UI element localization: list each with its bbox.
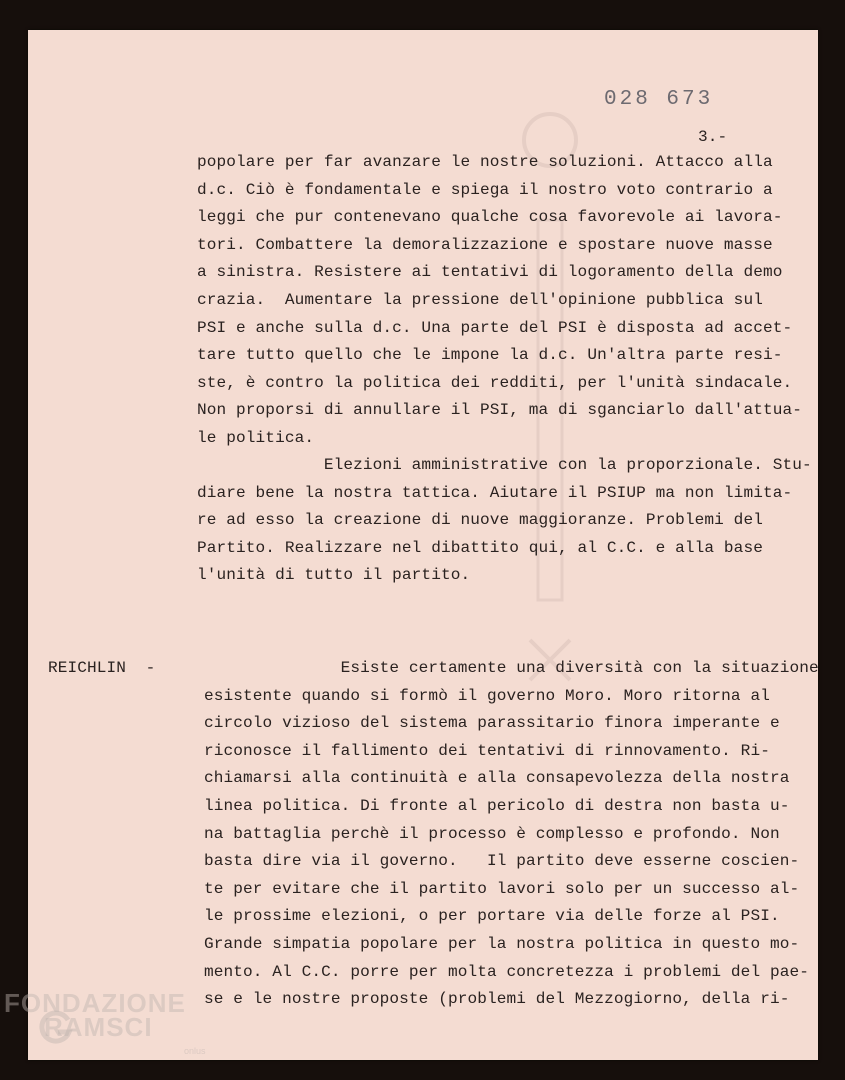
paragraph-continuation: popolare per far avanzare le nostre soluzioni. Attacco alla d.c. Ciò è fondamentale e spiega il nostro voto contrario a leggi che pur contenevano qualche cosa favorevole ai lavora- tori. Combattere la demoralizzazione e spostare nuove masse a sinistra. Resistere ai tentativi di logoramento della demo crazia. Aumentare la pressione dell'opinione pubblica sul PSI e anche sulla d.c. Una parte del PSI è disposta ad accet- tare tutto quello che le impone la d.c. Un'altra parte resi- ste, è contro la politica dei redditi, per l'unità sindacale. Non proporsi di annullare il PSI, ma di sganciarlo dall'attua- le politica. [197,153,802,447]
logo-onlus: onlus [184,1046,206,1056]
logo-line-1: FONDAZIONE [4,988,186,1018]
fondazione-gramsci-logo [4,988,244,1073]
speaker-name: REICHLIN - [48,659,156,677]
logo-line-2: RAMSCI [44,1012,153,1042]
document-page [28,30,818,1060]
paragraph-elections: Elezioni amministrative con la proporzionale. Stu- diare bene la nostra tattica. Aiutare il PSIUP ma non limita- re ad esso la creazione di nuove maggioranze. Problemi del Partito. Realizzare nel dibattito qui, al C.C. e alla base l'unità di tutto il partito. [197,456,812,585]
paragraph-reichlin: Esiste certamente una diversità con la situazione esistente quando si formò il governo Moro. Moro ritorna al circolo vizioso del sistema parassitario finora imperante e riconosce il fallimento dei tentativi di rinnovamento. Ri- chiamarsi alla continuità e alla consapevolezza della nostra linea politica. Di fronte al pericolo di destra non basta u- na battaglia perchè il processo è complesso e profondo. Non basta dire via il governo. Il partito deve esserne coscien- te per evitare che il partito lavori solo per un successo al- le prossime elezioni, o per portare via delle forze al PSI. Grande simpatia popolare per la nostra politica in questo mo- mento. Al C.C. porre per molta concretezza i problemi del pae- se e le nostre proposte (problemi del Mezzogiorno, della ri- [204,659,819,1009]
archive-number-stamp: 028 673 [604,88,714,111]
page-number: 3.- [698,128,728,146]
